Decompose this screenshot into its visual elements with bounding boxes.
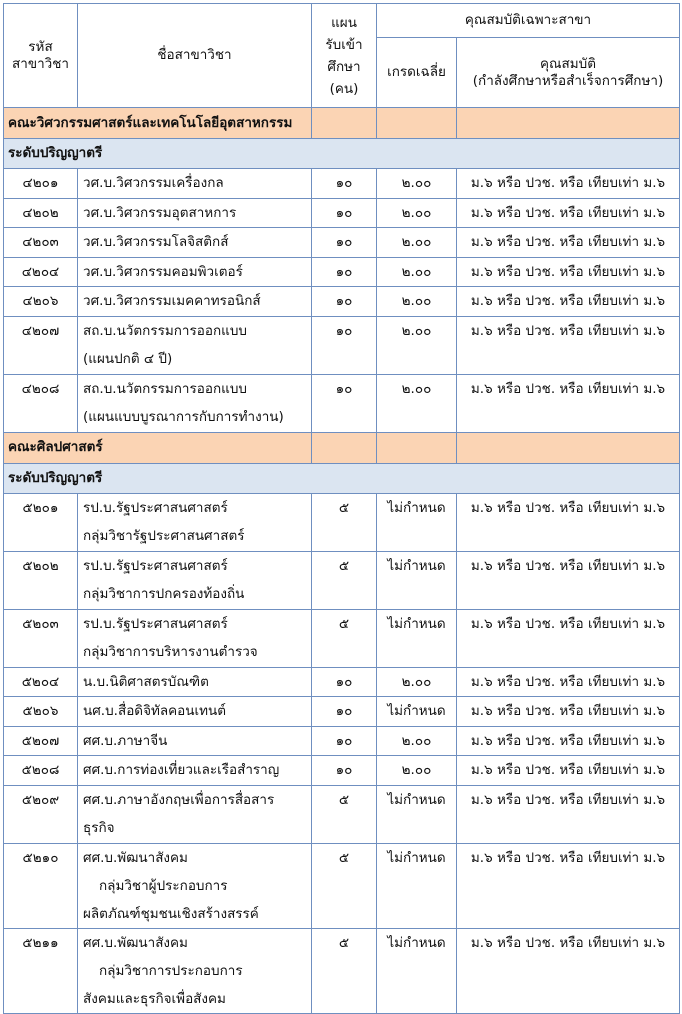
program-name xyxy=(78,257,312,287)
plan-count: ๑๐ xyxy=(312,257,377,287)
level-label: ระดับปริญญาตรี xyxy=(4,139,680,169)
program-name-line: ศศ.บ.พัฒนาสังคม xyxy=(83,849,188,866)
program-name-line: กลุ่มวิชาผู้ประกอบการ xyxy=(99,877,228,894)
program-code: ๕๒๑๑ xyxy=(4,928,78,1013)
plan-count: ๑๐ xyxy=(312,667,377,697)
level-label: ระดับปริญญาตรี xyxy=(4,463,680,493)
gpa-requirement: ไม่กำหนด xyxy=(377,785,457,843)
plan-count: ๑๐ xyxy=(312,726,377,756)
level-row xyxy=(4,139,680,169)
program-name xyxy=(78,843,312,928)
plan-count: ๕ xyxy=(312,493,377,551)
qualification: ม.๖ หรือ ปวช. หรือ เทียบเท่า ม.๖ xyxy=(457,374,680,432)
program-name-line: สถ.บ.นวัตกรรมการออกแบบ xyxy=(83,322,247,339)
header-plan: แผน รับเข้า ศึกษา (คน) xyxy=(312,4,377,108)
program-name-line: กลุ่มวิชาการปกครองท้องถิ่น xyxy=(83,585,245,602)
program-name xyxy=(78,756,312,786)
program-name-line: รป.บ.รัฐประศาสนศาสตร์ xyxy=(83,557,228,574)
program-code: ๔๒๐๒ xyxy=(4,198,78,228)
qualification: ม.๖ หรือ ปวช. หรือ เทียบเท่า ม.๖ xyxy=(457,843,680,928)
program-name-line: รป.บ.รัฐประศาสนศาสตร์ xyxy=(83,615,228,632)
table-row xyxy=(4,667,680,697)
program-code: ๔๒๐๔ xyxy=(4,257,78,287)
table-row xyxy=(4,609,680,667)
program-name-line: กลุ่มวิชาการบริหารงานตำรวจ xyxy=(83,643,258,660)
header-name: ชื่อสาขาวิชา xyxy=(78,4,312,108)
qualification: ม.๖ หรือ ปวช. หรือ เทียบเท่า ม.๖ xyxy=(457,257,680,287)
qualification: ม.๖ หรือ ปวช. หรือ เทียบเท่า ม.๖ xyxy=(457,169,680,199)
gpa-requirement: ไม่กำหนด xyxy=(377,551,457,609)
program-name xyxy=(78,609,312,667)
plan-count: ๑๐ xyxy=(312,374,377,432)
program-name-line: ศศ.บ.ภาษาอังกฤษเพื่อการสื่อสาร xyxy=(83,791,275,808)
plan-count: ๑๐ xyxy=(312,169,377,199)
faculty-row xyxy=(4,108,680,139)
gpa-requirement: ๒.๐๐ xyxy=(377,667,457,697)
table-row xyxy=(4,374,680,432)
program-name-line: วศ.บ.วิศวกรรมอุตสาหการ xyxy=(83,204,237,221)
faculty-row xyxy=(4,432,680,463)
table-body xyxy=(4,108,680,1014)
program-name xyxy=(78,228,312,258)
program-code: ๔๒๐๗ xyxy=(4,316,78,374)
program-code: ๔๒๐๖ xyxy=(4,287,78,317)
table-row xyxy=(4,697,680,727)
program-name xyxy=(78,667,312,697)
program-name xyxy=(78,316,312,374)
program-name-line: วศ.บ.วิศวกรรมโลจิสติกส์ xyxy=(83,234,229,250)
gpa-requirement: ๒.๐๐ xyxy=(377,228,457,258)
table-row xyxy=(4,843,680,928)
faculty-name: คณะวิศวกรรมศาสตร์และเทคโนโลยีอุตสาหกรรม xyxy=(4,108,312,139)
plan-count: ๑๐ xyxy=(312,316,377,374)
level-row xyxy=(4,463,680,493)
gpa-requirement: ๒.๐๐ xyxy=(377,198,457,228)
table-row xyxy=(4,257,680,287)
program-code: ๔๒๐๘ xyxy=(4,374,78,432)
qualification: ม.๖ หรือ ปวช. หรือ เทียบเท่า ม.๖ xyxy=(457,316,680,374)
qualification: ม.๖ หรือ ปวช. หรือ เทียบเท่า ม.๖ xyxy=(457,726,680,756)
plan-count: ๑๐ xyxy=(312,287,377,317)
plan-count: ๕ xyxy=(312,785,377,843)
gpa-requirement: ไม่กำหนด xyxy=(377,493,457,551)
program-name-line: สถ.บ.นวัตกรรมการออกแบบ xyxy=(83,380,247,397)
program-code: ๕๒๐๓ xyxy=(4,609,78,667)
table-row xyxy=(4,756,680,786)
program-code: ๔๒๐๑ xyxy=(4,169,78,199)
plan-count: ๑๐ xyxy=(312,228,377,258)
program-code: ๕๒๐๖ xyxy=(4,697,78,727)
qualification: ม.๖ หรือ ปวช. หรือ เทียบเท่า ม.๖ xyxy=(457,551,680,609)
plan-count: ๑๐ xyxy=(312,756,377,786)
gpa-requirement: ๒.๐๐ xyxy=(377,169,457,199)
table-row xyxy=(4,169,680,199)
qualification: ม.๖ หรือ ปวช. หรือ เทียบเท่า ม.๖ xyxy=(457,785,680,843)
program-name-line: วศ.บ.วิศวกรรมเมคคาทรอนิกส์ xyxy=(83,293,261,309)
header-code: รหัส สาขาวิชา xyxy=(4,4,78,108)
program-code: ๕๒๐๔ xyxy=(4,667,78,697)
gpa-requirement: ๒.๐๐ xyxy=(377,374,457,432)
plan-count: ๕ xyxy=(312,551,377,609)
gpa-requirement: ไม่กำหนด xyxy=(377,697,457,727)
program-name-line: (แผนปกติ ๔ ปี) xyxy=(83,350,173,367)
program-name xyxy=(78,697,312,727)
program-code: ๕๒๐๒ xyxy=(4,551,78,609)
header-gpa: เกรดเฉลี่ย xyxy=(377,38,457,108)
program-name-line: (แผนแบบบูรณาการกับการทำงาน) xyxy=(83,408,284,425)
gpa-requirement: ๒.๐๐ xyxy=(377,257,457,287)
table-row xyxy=(4,928,680,1013)
program-name-line: ศศ.บ.พัฒนาสังคม xyxy=(83,934,188,951)
gpa-requirement: ๒.๐๐ xyxy=(377,316,457,374)
plan-count: ๑๐ xyxy=(312,198,377,228)
table-row xyxy=(4,551,680,609)
qualification: ม.๖ หรือ ปวช. หรือ เทียบเท่า ม.๖ xyxy=(457,287,680,317)
qualification: ม.๖ หรือ ปวช. หรือ เทียบเท่า ม.๖ xyxy=(457,697,680,727)
gpa-requirement: ไม่กำหนด xyxy=(377,928,457,1013)
qualification: ม.๖ หรือ ปวช. หรือ เทียบเท่า ม.๖ xyxy=(457,756,680,786)
gpa-requirement: ๒.๐๐ xyxy=(377,726,457,756)
qualification: ม.๖ หรือ ปวช. หรือ เทียบเท่า ม.๖ xyxy=(457,609,680,667)
program-name xyxy=(78,374,312,432)
program-name xyxy=(78,785,312,843)
program-name-line: รป.บ.รัฐประศาสนศาสตร์ xyxy=(83,499,228,516)
program-code: ๕๒๐๑ xyxy=(4,493,78,551)
qualification: ม.๖ หรือ ปวช. หรือ เทียบเท่า ม.๖ xyxy=(457,667,680,697)
program-name-line: กลุ่มวิชารัฐประศาสนศาสตร์ xyxy=(83,527,245,544)
gpa-requirement: ไม่กำหนด xyxy=(377,843,457,928)
program-name-line: นศ.บ.สื่อดิจิทัลคอนเทนต์ xyxy=(83,703,227,719)
program-name-line: วศ.บ.วิศวกรรมคอมพิวเตอร์ xyxy=(83,263,243,280)
program-name xyxy=(78,169,312,199)
table-row xyxy=(4,228,680,258)
plan-count: ๕ xyxy=(312,609,377,667)
table-row xyxy=(4,726,680,756)
plan-count: ๕ xyxy=(312,843,377,928)
program-name-line: ธุรกิจ xyxy=(83,819,115,836)
program-name-line: วศ.บ.วิศวกรรมเครื่องกล xyxy=(83,175,224,191)
program-name-line: ศศ.บ.ภาษาจีน xyxy=(83,732,168,749)
gpa-requirement: ๒.๐๐ xyxy=(377,287,457,317)
header-qual-group: คุณสมบัติเฉพาะสาขา xyxy=(377,4,680,38)
program-name-line: น.บ.นิติศาสตรบัณฑิต xyxy=(83,673,209,690)
qualification: ม.๖ หรือ ปวช. หรือ เทียบเท่า ม.๖ xyxy=(457,228,680,258)
table-row xyxy=(4,287,680,317)
program-name-line: ผลิตภัณฑ์ชุมชนเชิงสร้างสรรค์ xyxy=(83,905,259,922)
program-table xyxy=(3,3,680,1014)
program-name xyxy=(78,493,312,551)
qualification: ม.๖ หรือ ปวช. หรือ เทียบเท่า ม.๖ xyxy=(457,493,680,551)
gpa-requirement: ไม่กำหนด xyxy=(377,609,457,667)
program-name-line: สังคมและธุรกิจเพื่อสังคม xyxy=(83,990,226,1007)
table-row xyxy=(4,493,680,551)
program-name xyxy=(78,287,312,317)
program-name-line: กลุ่มวิชาการประกอบการ xyxy=(99,962,243,979)
program-name xyxy=(78,551,312,609)
header-qual: คุณสมบัติ (กำลังศึกษาหรือสำเร็จการศึกษา) xyxy=(457,38,680,108)
program-name xyxy=(78,726,312,756)
program-code: ๔๒๐๓ xyxy=(4,228,78,258)
qualification: ม.๖ หรือ ปวช. หรือ เทียบเท่า ม.๖ xyxy=(457,198,680,228)
program-name-line: ศศ.บ.การท่องเที่ยวและเรือสำราญ xyxy=(83,762,280,778)
qualification: ม.๖ หรือ ปวช. หรือ เทียบเท่า ม.๖ xyxy=(457,928,680,1013)
gpa-requirement: ๒.๐๐ xyxy=(377,756,457,786)
table-row xyxy=(4,785,680,843)
program-name xyxy=(78,928,312,1013)
program-code: ๕๒๐๘ xyxy=(4,756,78,786)
table-row xyxy=(4,316,680,374)
program-code: ๕๒๐๙ xyxy=(4,785,78,843)
program-name xyxy=(78,198,312,228)
program-code: ๕๒๐๗ xyxy=(4,726,78,756)
faculty-name: คณะศิลปศาสตร์ xyxy=(4,432,312,463)
program-code: ๕๒๑๐ xyxy=(4,843,78,928)
table-row xyxy=(4,198,680,228)
plan-count: ๑๐ xyxy=(312,697,377,727)
plan-count: ๕ xyxy=(312,928,377,1013)
